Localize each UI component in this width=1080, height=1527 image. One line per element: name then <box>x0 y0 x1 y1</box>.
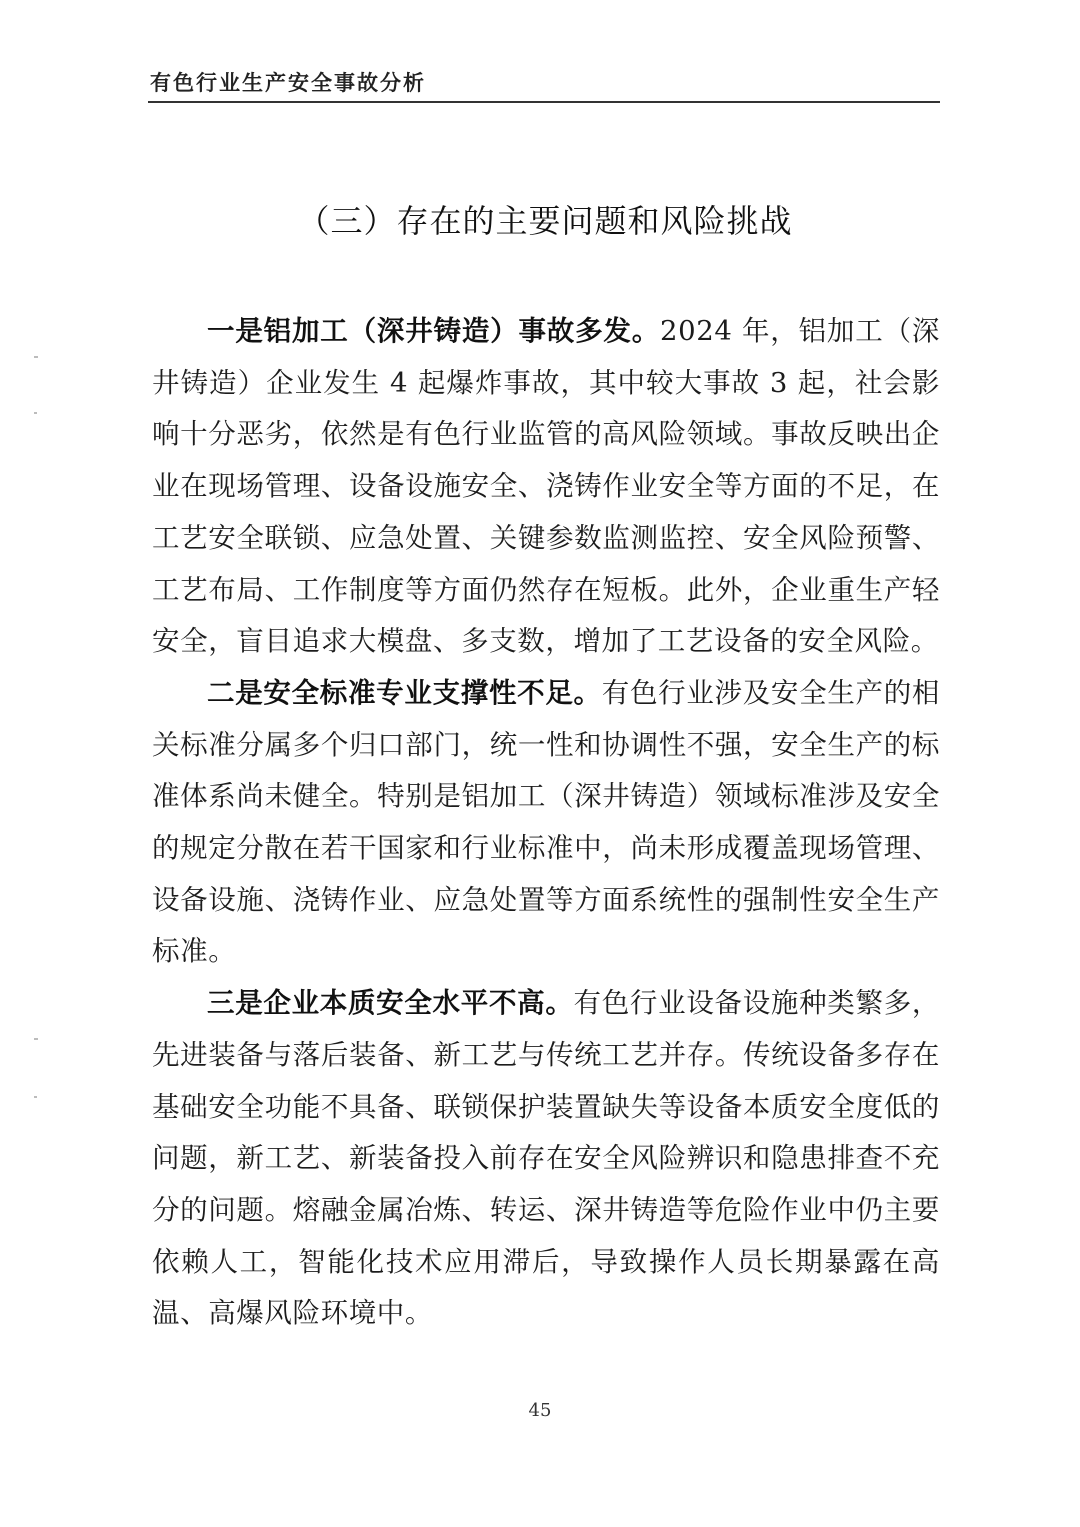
paragraph-3-lead: 三是企业本质安全水平不高。 <box>207 987 574 1020</box>
scan-artifact <box>34 412 37 414</box>
scan-artifact <box>34 356 38 358</box>
paragraph-2 <box>152 668 940 978</box>
paragraph-1-text: 2024 年，铝加工（深井铸造）企业发生 4 起爆炸事故，其中较大事故 3 起，社会影响十分恶劣，依然是有色行业监管的高风险领域。事故反映出企业在现场管理、设备设施安全、浇铸作业安全等方面的不足，在工艺安全联锁、应急处置、关键参数监测监控、安全风险预警、工艺布局、工作制度等方面仍然存在短板。此外，企业重生产轻安全，盲目追求大模盘、多支数，增加了工艺设备的安全风险。 <box>152 315 940 658</box>
body-text <box>152 306 940 1340</box>
page-number: 45 <box>528 1400 552 1421</box>
paragraph-1 <box>152 306 940 668</box>
paragraph-2-text: 有色行业涉及安全生产的相关标准分属多个归口部门，统一性和协调性不强，安全生产的标准体系尚未健全。特别是铝加工（深井铸造）领域标准涉及安全的规定分散在若干国家和行业标准中，尚未形成覆盖现场管理、设备设施、浇铸作业、应急处置等方面系统性的强制性安全生产标准。 <box>152 676 941 968</box>
paragraph-3 <box>152 978 940 1340</box>
paragraph-1-lead: 一是铝加工（深井铸造）事故多发。 <box>207 315 661 347</box>
paragraph-2-lead: 二是安全标准专业支撑性不足。 <box>207 676 602 709</box>
scan-artifact <box>34 1038 38 1040</box>
paragraph-3-text: 有色行业设备设施种类繁多，先进装备与落后装备、新工艺与传统工艺并存。传统设备多存在基础安全功能不具备、联锁保护装置缺失等设备本质安全度低的问题，新工艺、新装备投入前存在安全风险辨识和隐患排查不充分的问题。熔融金属冶炼、转运、深井铸造等危险作业中仍主要依赖人工，智能化技术应用滞后，导致操作人员长期暴露在高温、高爆风险环境中。 <box>152 987 940 1330</box>
section-title: （三）存在的主要问题和风险挑战 <box>297 202 793 240</box>
scan-artifact <box>34 1096 37 1098</box>
running-header: 有色行业生产安全事故分析 <box>150 71 426 95</box>
header-rule <box>148 101 940 103</box>
